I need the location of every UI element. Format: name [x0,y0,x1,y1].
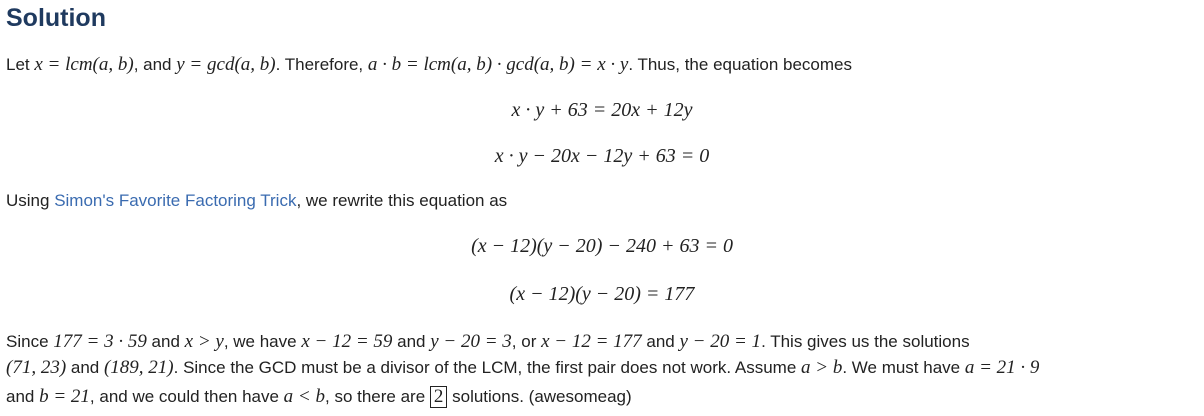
math: x − 12 = 177 [541,331,642,352]
equation-1 [0,98,1204,123]
sfft-link[interactable]: Simon's Favorite Factoring Trick [54,191,297,210]
text: and [392,332,431,351]
math: (71, 23) [6,357,67,378]
text: and [6,387,40,406]
text: , and [133,55,177,74]
text: . This gives us the solutions [761,332,970,351]
text: . We must have [842,358,965,377]
text: Using [6,191,55,210]
text: Since [6,332,54,351]
equation-2-math: x · y − 20x − 12y + 63 = 0 [494,145,710,167]
paragraph-cases-line-1 [6,331,970,353]
math: (189, 21) [103,357,174,378]
math-x-lcm: x = lcm(a, b) [34,54,134,75]
text: and [641,332,680,351]
text: and [146,332,185,351]
text: Let [6,55,35,74]
text: . Therefore, [275,55,368,74]
text: , and we could then have [89,387,284,406]
boxed-answer: 2 [430,386,448,408]
paragraph-cases-line-3 [6,386,632,408]
math: y − 20 = 3 [430,331,512,352]
math: b = 21 [39,386,90,407]
math-product-identity: a · b = lcm(a, b) · gcd(a, b) = x · y [367,54,629,75]
equation-1-math: x · y + 63 = 20x + 12y [511,99,693,121]
equation-3 [0,234,1204,259]
text: and [66,358,104,377]
text: , or [511,332,542,351]
solution-heading: Solution [6,4,106,32]
text: , we rewrite this equation as [296,191,508,210]
equation-4-math: (x − 12)(y − 20) = 177 [509,283,695,305]
math: 177 = 3 · 59 [53,331,147,352]
math-y-gcd: y = gcd(a, b) [176,54,276,75]
math: y − 20 = 1 [679,331,762,352]
text: . Since the GCD must be a divisor of the LCM, the first pair does not work. Assume [173,358,801,377]
text: , so there are [325,387,430,406]
text: . Thus, the equation becomes [628,55,852,74]
equation-2 [0,144,1204,169]
text: solutions. (awesomeag) [447,387,632,406]
paragraph-definitions [6,54,852,76]
equation-4 [0,282,1204,307]
paragraph-sfft [6,190,507,212]
text: , we have [223,332,302,351]
equation-3-math: (x − 12)(y − 20) − 240 + 63 = 0 [471,235,733,257]
math: x > y [184,331,224,352]
math: a > b [801,357,843,378]
math: x − 12 = 59 [301,331,393,352]
math: a = 21 · 9 [964,357,1040,378]
paragraph-cases-line-2 [6,357,1039,379]
math: a < b [283,386,325,407]
